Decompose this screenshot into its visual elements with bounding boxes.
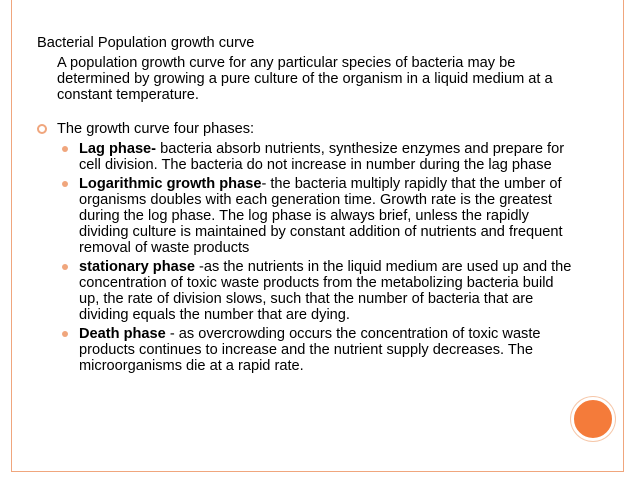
phase-term: Logarithmic growth phase xyxy=(79,176,262,192)
phase-text: - the bacteria multiply rapidly that the umber of organisms doubles with each generation time. Growth rate is the greatest during the log phase. The log phase is always brief, unless the rapidly dividing culture is maintained by constant addition of nutrients and frequent removal of waste products xyxy=(79,176,563,256)
phase-item-lag xyxy=(57,141,577,173)
slide-heading: Bacterial Population growth curve xyxy=(37,35,255,51)
bullet-icon xyxy=(62,264,68,270)
phase-item-death xyxy=(57,326,577,374)
phase-term: Lag phase- xyxy=(79,141,157,157)
intro-paragraph: A population growth curve for any particular species of bacteria may be determined by growing a pure culture of the organism in a liquid medium at a constant temperature. xyxy=(57,55,553,103)
slide-content xyxy=(37,35,577,377)
decorative-circle xyxy=(571,397,615,441)
phase-term: Death phase xyxy=(79,326,166,342)
hollow-bullet-icon xyxy=(37,124,47,134)
phase-item-log xyxy=(57,176,577,256)
phases-section xyxy=(37,121,577,374)
bullet-icon xyxy=(62,331,68,337)
phase-term: stationary phase xyxy=(79,259,195,275)
phase-item-stationary xyxy=(57,259,577,323)
phase-text: -as the nutrients in the liquid medium are used up and the concentration of toxic waste products from the metabolizing bacteria build up, the rate of division slows, such that the number of bacteria that are dividing equals the number that are dying. xyxy=(79,259,572,323)
bullet-icon xyxy=(62,146,68,152)
phase-text: bacteria absorb nutrients, synthesize enzymes and prepare for cell division. The bacteria do not increase in number during the lag phase xyxy=(79,141,565,173)
bullet-icon xyxy=(62,181,68,187)
phase-text: - as overcrowding occurs the concentration of toxic waste products continues to increase and the nutrient supply decreases. The microorganisms die at a rapid rate. xyxy=(79,326,541,374)
phases-title: The growth curve four phases: xyxy=(57,121,255,137)
phase-list xyxy=(57,141,577,374)
